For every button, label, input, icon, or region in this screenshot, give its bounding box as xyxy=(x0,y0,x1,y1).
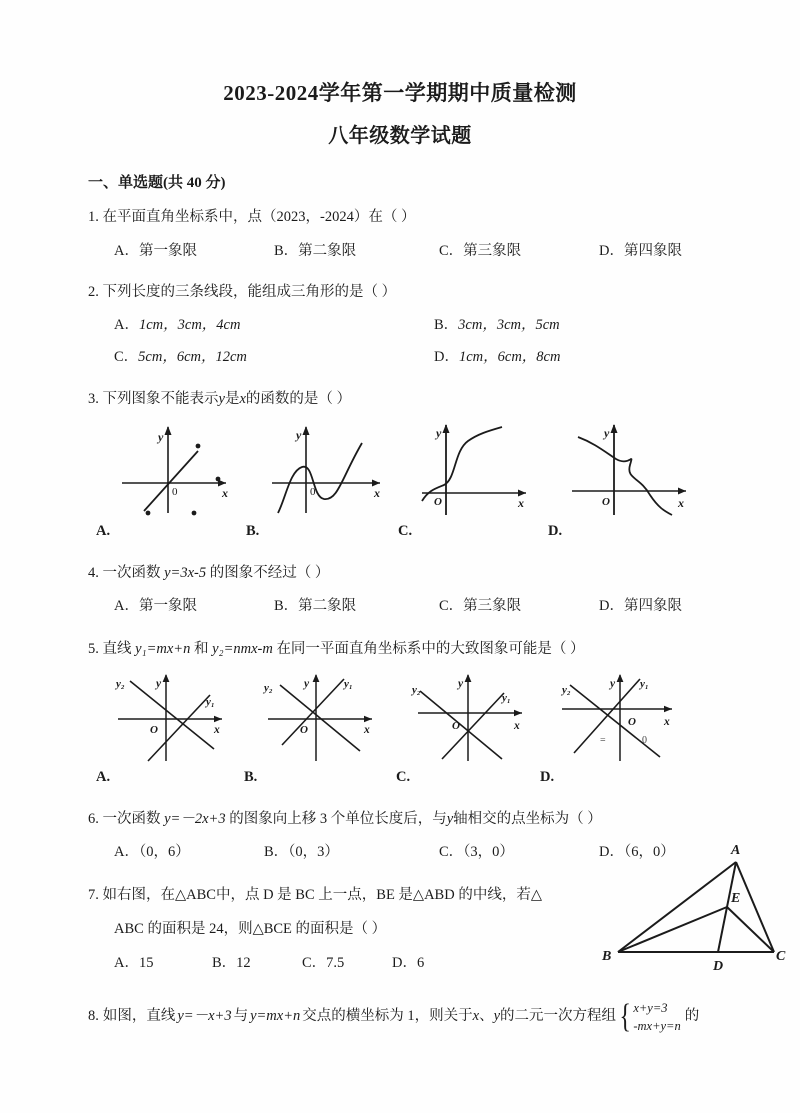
option-label: D． xyxy=(599,598,624,615)
question-8-text-e: 的二元一次方程组 xyxy=(500,1008,616,1025)
question-4-options xyxy=(88,596,712,618)
question-5-equation-1: y₁=mx+n xyxy=(135,641,191,658)
question-5-text-a: 直线 xyxy=(102,641,132,658)
question-5-text-b: 和 xyxy=(193,641,209,658)
svg-text:0: 0 xyxy=(310,485,316,498)
svg-text:y₁: y₁ xyxy=(502,691,511,704)
question-7-text-2: ABC 的面积是 24，则△BCE 的面积是（ ） xyxy=(114,921,387,938)
question-8-text-c: 交点的横坐标为 1，则关于 xyxy=(302,1008,473,1025)
svg-text:x: x xyxy=(514,719,520,732)
question-5-text-c: 在同一平面直角坐标系中的大致图象可能是（ ） xyxy=(276,641,585,658)
question-2-number: 2. xyxy=(88,283,99,300)
option-text: 第二象限 xyxy=(298,242,357,259)
svg-text:y: y xyxy=(436,425,442,440)
option-text: 第三象限 xyxy=(463,242,522,259)
option-label: D． xyxy=(599,844,624,861)
option-text: 12 xyxy=(236,954,251,971)
svg-text:y: y xyxy=(296,427,302,442)
option-label: B． xyxy=(434,316,459,333)
option-text: （3，0） xyxy=(463,844,514,861)
question-4-option-a[interactable] xyxy=(88,596,274,618)
question-4-text-a: 一次函数 xyxy=(102,564,161,581)
option-text: 1cm，6cm，8cm xyxy=(458,348,561,365)
svg-text:x: x xyxy=(664,715,670,728)
question-5-figure-labels xyxy=(88,769,712,786)
question-1-text: 在平面直角坐标系中，点（2023，-2024）在（ ） xyxy=(102,209,416,226)
question-3-text-b: 是 xyxy=(224,391,240,408)
option-text: 第一象限 xyxy=(138,598,197,615)
system-equation-1: x+y=3 xyxy=(633,1000,668,1015)
question-1-number: 1. xyxy=(88,209,99,226)
var-y: y xyxy=(493,1008,500,1025)
question-2-option-d[interactable] xyxy=(434,347,560,369)
option-label: C． xyxy=(302,954,327,971)
option-text: 6 xyxy=(416,954,425,971)
svg-text:B: B xyxy=(602,949,612,964)
svg-text:x: x xyxy=(222,485,228,500)
option-label: B． xyxy=(274,598,299,615)
figure-3b-cubic-wave xyxy=(266,421,391,517)
svg-text:O: O xyxy=(434,495,442,508)
question-5-number: 5. xyxy=(88,641,99,658)
option-text: 1cm，3cm，4cm xyxy=(138,316,241,333)
option-text: 5cm，6cm，12cm xyxy=(138,348,247,365)
question-8-stem xyxy=(88,999,788,1035)
svg-text:y₂: y₂ xyxy=(562,683,571,696)
figure-5c xyxy=(410,671,535,763)
question-2-options-row-1 xyxy=(88,315,712,337)
question-6-stem xyxy=(88,808,712,830)
svg-text:O: O xyxy=(602,495,610,508)
svg-text:y: y xyxy=(610,677,616,690)
question-1 xyxy=(88,206,712,262)
option-label: B． xyxy=(274,242,299,259)
question-2-option-c[interactable] xyxy=(88,347,434,369)
option-label: B． xyxy=(212,954,237,971)
question-7-option-a[interactable] xyxy=(88,953,212,975)
question-7-option-c[interactable] xyxy=(302,953,392,975)
system-equation-2: -mx+y=n xyxy=(633,1018,681,1033)
svg-text:O: O xyxy=(300,723,308,736)
svg-text:0: 0 xyxy=(642,734,647,746)
option-text: 第三象限 xyxy=(463,598,522,615)
var-x: x xyxy=(239,391,246,408)
option-label: D． xyxy=(599,242,624,259)
figure-3a-line-through-origin xyxy=(116,421,236,517)
question-6-number: 6. xyxy=(88,810,99,827)
question-6-text-a: 一次函数 xyxy=(102,810,161,827)
option-label: A． xyxy=(114,954,139,971)
option-label: D． xyxy=(392,954,417,971)
svg-text:y₂: y₂ xyxy=(412,683,421,696)
question-3 xyxy=(88,388,712,539)
question-4-equation: y=3x-5 xyxy=(164,564,207,581)
svg-text:x: x xyxy=(374,485,380,500)
question-6-text-b: 的图象向上移 3 个单位长度后，与 xyxy=(229,810,447,827)
figure-3c-increasing-s-curve xyxy=(418,421,538,517)
svg-text:=: = xyxy=(600,734,606,746)
question-4-option-b[interactable] xyxy=(274,596,439,618)
var-y: y xyxy=(218,391,225,408)
question-5-equation-2: y₂=nmx-m xyxy=(212,641,273,658)
option-label: A． xyxy=(114,316,139,333)
left-brace: { xyxy=(619,998,631,1036)
question-2-option-b[interactable] xyxy=(434,315,560,337)
page-title: 2023-2024学年第一学期期中质量检测 xyxy=(223,81,577,105)
option-label: A． xyxy=(114,844,139,861)
figure-5b xyxy=(260,671,385,763)
svg-text:y₂: y₂ xyxy=(116,677,125,690)
question-8-text-d: 、 xyxy=(479,1008,494,1025)
option-text: 15 xyxy=(138,954,154,971)
svg-text:E: E xyxy=(731,891,741,906)
question-2-stem xyxy=(88,281,712,303)
page-subtitle: 八年级数学试题 xyxy=(328,125,472,148)
question-4-text-b: 的图象不经过（ ） xyxy=(209,564,330,581)
svg-text:x: x xyxy=(518,495,524,510)
option-text: （0，3） xyxy=(288,844,339,861)
svg-text:y: y xyxy=(304,677,310,690)
question-8-text-a: 如图，直线 xyxy=(102,1008,176,1025)
question-3-figure-labels xyxy=(88,523,712,540)
svg-text:x: x xyxy=(678,495,684,510)
question-7-number: 7. xyxy=(88,886,99,903)
question-8-equation-2: y=mx+n xyxy=(250,1008,301,1025)
svg-text:0: 0 xyxy=(172,485,178,498)
svg-text:y: y xyxy=(458,677,464,690)
svg-text:A: A xyxy=(731,843,741,858)
option-label: D． xyxy=(434,348,459,365)
svg-text:x: x xyxy=(214,723,220,736)
question-8-text-f: 的 xyxy=(684,1008,700,1025)
svg-text:y: y xyxy=(604,425,610,440)
question-3-figures xyxy=(88,421,712,521)
question-3-text-c: 的函数的是（ ） xyxy=(245,391,351,408)
section-heading-1: 一、单选题(共 40 分) xyxy=(88,175,226,192)
question-1-stem xyxy=(88,206,712,228)
question-4-number: 4. xyxy=(88,564,99,581)
option-text: 第一象限 xyxy=(138,242,197,259)
question-2-options-row-2 xyxy=(88,347,712,369)
option-label: C． xyxy=(439,598,464,615)
svg-text:y₁: y₁ xyxy=(344,677,353,690)
figure-label-a: A. xyxy=(96,522,111,539)
question-8 xyxy=(88,999,788,1035)
question-2-option-a[interactable] xyxy=(88,315,434,337)
svg-text:y₂: y₂ xyxy=(264,681,273,694)
option-label: B． xyxy=(264,844,289,861)
figure-label-d: D. xyxy=(540,768,555,785)
option-text: 第四象限 xyxy=(623,598,682,615)
question-4-option-c[interactable] xyxy=(439,596,599,618)
option-text: 第四象限 xyxy=(623,242,682,259)
option-label: A． xyxy=(114,598,139,615)
svg-text:D: D xyxy=(713,959,724,974)
figure-label-c: C. xyxy=(398,522,413,539)
option-text: 7.5 xyxy=(326,954,345,971)
svg-text:y₁: y₁ xyxy=(640,677,649,690)
question-6-option-b[interactable] xyxy=(264,842,439,864)
option-text: 第二象限 xyxy=(298,598,357,615)
question-6-option-a[interactable] xyxy=(88,842,264,864)
figure-label-a: A. xyxy=(96,768,111,785)
question-3-number: 3. xyxy=(88,391,99,408)
figure-7-triangle-abc xyxy=(596,840,786,975)
question-3-stem xyxy=(88,388,712,410)
option-label: C． xyxy=(439,844,464,861)
figure-5d xyxy=(556,671,686,763)
option-text: 3cm，3cm，5cm xyxy=(458,316,560,333)
question-5-stem xyxy=(88,638,712,660)
var-x: x xyxy=(472,1008,480,1025)
figure-label-b: B. xyxy=(244,768,258,785)
option-label: C． xyxy=(114,348,139,365)
svg-text:O: O xyxy=(150,723,158,736)
figure-3d-s-curve-non-function xyxy=(568,421,698,517)
option-label: C． xyxy=(439,242,464,259)
question-8-text-b: 与 xyxy=(233,1008,249,1025)
svg-text:O: O xyxy=(452,719,460,732)
var-y: y xyxy=(446,810,454,827)
figure-label-b: B. xyxy=(246,522,260,539)
question-8-system xyxy=(617,999,681,1035)
question-1-option-a[interactable] xyxy=(88,241,274,263)
svg-text:x: x xyxy=(364,723,370,736)
question-2 xyxy=(88,281,712,369)
question-8-number: 8. xyxy=(88,1008,99,1025)
question-8-equation-1: y=－x+3 xyxy=(177,1008,232,1025)
question-2-text: 下列长度的三条线段，能组成三角形的是（ ） xyxy=(102,283,397,300)
svg-text:y: y xyxy=(158,429,164,444)
svg-text:O: O xyxy=(628,715,636,728)
question-5-figures xyxy=(88,671,712,767)
option-text: （0，6） xyxy=(138,844,190,861)
question-7-option-d[interactable] xyxy=(392,953,424,975)
question-7-option-b[interactable] xyxy=(212,953,302,975)
figure-label-d: D. xyxy=(548,522,563,539)
question-5 xyxy=(88,638,712,785)
question-1-option-d[interactable] xyxy=(599,241,682,263)
svg-text:y₁: y₁ xyxy=(206,695,215,708)
figure-label-c: C. xyxy=(396,768,411,785)
option-text: （6，0） xyxy=(623,844,675,861)
svg-text:C: C xyxy=(776,949,786,964)
svg-text:y: y xyxy=(156,677,162,690)
question-4-stem xyxy=(88,562,712,584)
question-6-option-c[interactable] xyxy=(439,842,599,864)
question-4-option-d[interactable] xyxy=(599,596,682,618)
question-1-option-c[interactable] xyxy=(439,241,599,263)
question-4 xyxy=(88,562,712,618)
question-1-option-b[interactable] xyxy=(274,241,439,263)
option-label: A． xyxy=(114,242,139,259)
question-6-text-c: 轴相交的点坐标为（ ） xyxy=(453,810,602,827)
question-1-options xyxy=(88,241,712,263)
question-7-text-1: 如右图，在△ABC中，点 D 是 BC 上一点，BE 是△ABD 的中线，若△ xyxy=(102,886,542,903)
question-3-text-a: 下列图象不能表示 xyxy=(102,391,219,408)
figure-5a xyxy=(110,671,235,763)
question-6-equation: y=－2x+3 xyxy=(164,810,226,827)
